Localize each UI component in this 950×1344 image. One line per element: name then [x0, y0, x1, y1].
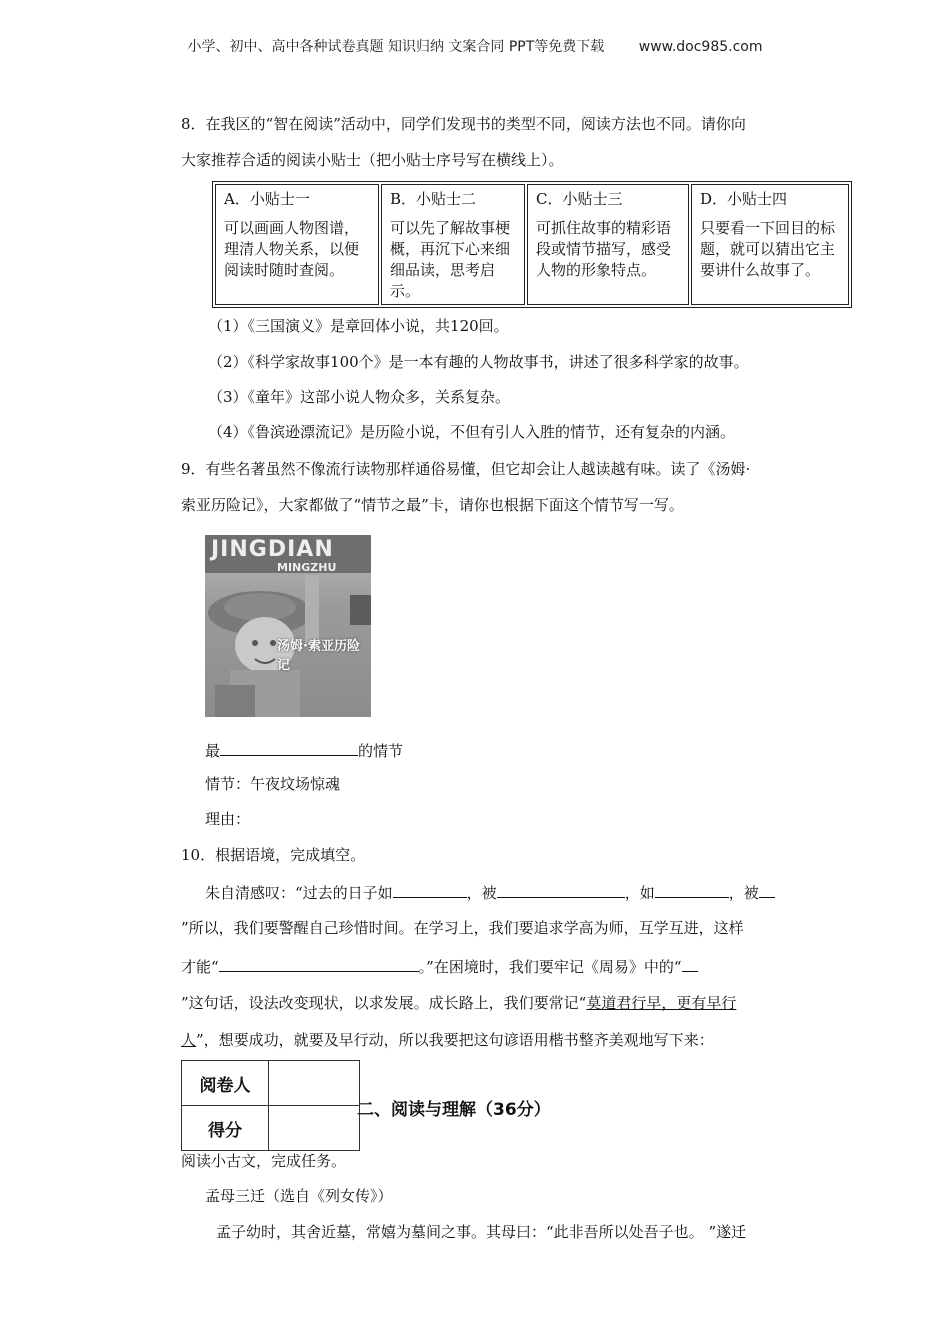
q8-line1: 8．在我区的“智在阅读”活动中，同学们发现书的类型不同，阅读方法也不同。请你向: [181, 115, 746, 133]
tip-b: [381, 184, 525, 305]
q9-reason: 理由：: [205, 810, 251, 828]
q10-p1-a: 朱自清感叹：“过去的日子如: [205, 884, 393, 902]
q10-p4-a: ”这句话，设法改变现状，以求发展。成长路上，我们要常记“: [181, 994, 587, 1012]
passage-text: 孟子幼时，其舍近墓，常嬉为墓间之事。其母曰：“此非吾所以处吾子也。 ”遂迁: [216, 1223, 747, 1241]
q8-item-1: （1）《三国演义》是章回体小说，共120回。: [208, 317, 509, 335]
q8-item-4: （4）《鲁滨逊漂流记》是历险小说，不但有引人入胜的情节，还有复杂的内涵。: [208, 423, 736, 441]
passage-source: 孟母三迁（选自《列女传》）: [205, 1187, 393, 1205]
q10-line4: [181, 993, 736, 1013]
q8-item-2: （2）《科学家故事100个》是一本有趣的人物故事书，讲述了很多科学家的故事。: [208, 353, 749, 371]
q10-p1-b: ，被: [466, 884, 497, 902]
q10-blank-3[interactable]: [655, 881, 729, 898]
q9-most-prefix: 最: [205, 742, 221, 760]
header-text: 小学、初中、高中各种试卷真题 知识归纳 文案合同 PPT等免费下载: [187, 39, 605, 55]
q10-blank-6[interactable]: [682, 955, 698, 972]
page-header: [0, 36, 950, 56]
q10-p5-b: ”，想要成功，就要及早行动，所以我要把这句谚语用楷书整齐美观地写下来：: [196, 1031, 714, 1049]
cover-illustration: [205, 535, 371, 717]
q10-line2: ”所以，我们要警醒自己珍惜时间。在学习上，我们要追求学高为师，互学互进，这样: [181, 919, 744, 937]
q10-p1-d: ，被: [728, 884, 759, 902]
q8-line2: 大家推荐合适的阅读小贴士（把小贴士序号写在横线上）。: [181, 151, 564, 169]
q10-line3: [181, 955, 698, 977]
q10-blank-1[interactable]: [393, 881, 467, 898]
tip-c-body: 可抓住故事的精彩语段或情节描写，感受人物的形象特点。: [536, 219, 672, 279]
cover-series-title: JINGDIAN: [211, 537, 334, 562]
q10-line1: [205, 881, 775, 903]
tip-d-title: D．小贴士四: [700, 190, 788, 208]
cover-series-sub: MINGZHU: [277, 561, 337, 574]
tip-c-title: C．小贴士三: [536, 190, 623, 208]
q10-proverb-part2: 人: [181, 1031, 197, 1049]
tip-a-title: A．小贴士一: [224, 190, 310, 208]
reviewer-label: 阅卷人: [182, 1061, 269, 1106]
reviewer-cell[interactable]: [269, 1061, 360, 1106]
q10-p3-b: 。”在困境时，我们要牢记《周易》中的“: [418, 958, 682, 976]
tip-a: [215, 184, 379, 305]
q10-p1-c: ，如: [624, 884, 655, 902]
tip-b-body: 可以先了解故事梗概，再沉下心来细细品读，思考启示。: [390, 219, 511, 300]
q9-most-suffix: 的情节: [358, 742, 404, 760]
q10-line5: [181, 1030, 714, 1050]
tip-b-title: B．小贴士二: [390, 190, 477, 208]
score-label: 得分: [182, 1106, 269, 1151]
q9-plot: 情节：午夜坟场惊魂: [205, 775, 341, 793]
score-cell[interactable]: [269, 1106, 360, 1151]
tip-d-body: 只要看一下回目的标题，就可以猜出它主要讲什么故事了。: [700, 219, 836, 279]
cover-book-title: 汤姆·索亚历险记: [277, 639, 360, 673]
book-cover-image: [205, 535, 371, 717]
q10-blank-5[interactable]: [219, 955, 419, 972]
q10-blank-2[interactable]: [497, 881, 625, 898]
q9-most-blank[interactable]: [220, 739, 358, 756]
q9-most-line: [205, 739, 403, 761]
score-table: [181, 1060, 360, 1151]
q10-title: 10．根据语境，完成填空。: [181, 846, 366, 864]
section2-title: 二、阅读与理解（36分）: [357, 1100, 551, 1120]
q8-item-3: （3）《童年》这部小说人物众多，关系复杂。: [208, 388, 511, 406]
q10-blank-4[interactable]: [759, 881, 775, 898]
q9-line2: 索亚历险记》，大家都做了“情节之最”卡，请你也根据下面这个情节写一写。: [181, 496, 684, 514]
tip-c: [527, 184, 689, 305]
tip-d: [691, 184, 849, 305]
q9-line1: 9．有些名著虽然不像流行读物那样通俗易懂，但它却会让人越读越有味。读了《汤姆·: [181, 460, 751, 478]
tip-a-body: 可以画画人物图谱，理清人物关系，以便阅读时随时查阅。: [224, 219, 360, 279]
tips-table: [212, 181, 852, 308]
q10-proverb-part1: 莫道君行早，更有早行: [586, 994, 737, 1012]
header-site: www.doc985.com: [638, 39, 763, 55]
section2-intro: 阅读小古文，完成任务。: [181, 1152, 347, 1170]
q10-p3-a: 才能“: [181, 958, 219, 976]
